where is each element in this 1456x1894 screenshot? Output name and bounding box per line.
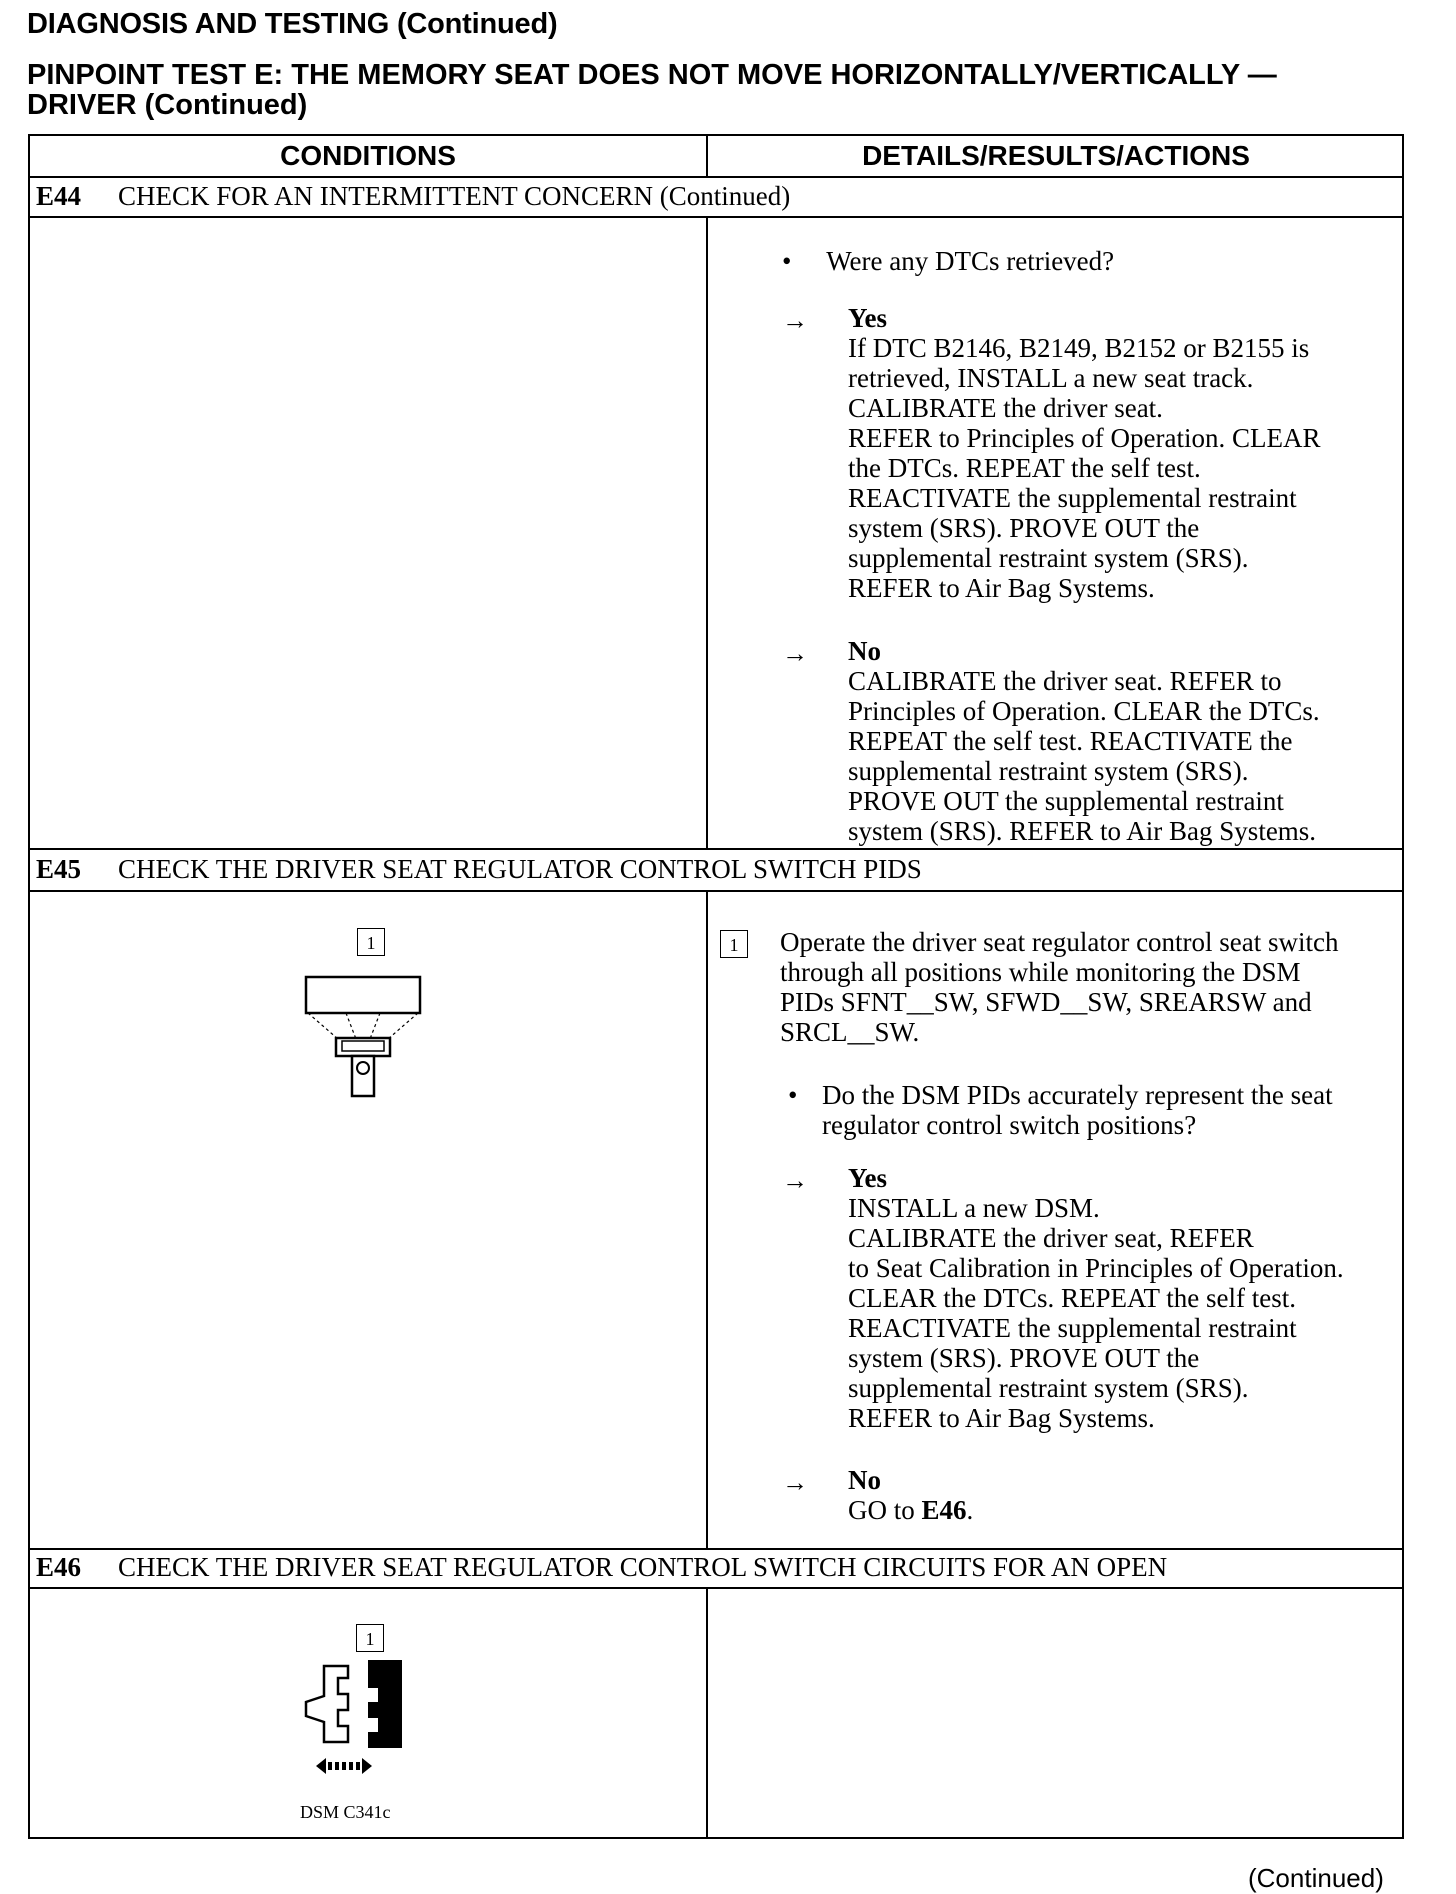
connector-figure [280,1624,480,1834]
figure-callout-1: 1 [356,1624,384,1652]
step-e44-no-result: No CALIBRATE the driver seat. REFER to Principles of Operation. CLEAR the DTCs. REPEAT the self test. REACTIVATE the supplemental restraint system (SRS). PROVE OUT the supplemental restraint system (SRS). REFER to Air Bag Systems. [848,636,1320,846]
test-title-line-1: PINPOINT TEST E: THE MEMORY SEAT DOES NOT MOVE HORIZONTALLY/VERTICALLY — [27,59,1277,91]
arrow-icon: → [782,306,808,335]
arrow-icon: → [782,639,808,668]
step-e45-question: Do the DSM PIDs accurately represent the seat regulator control switch positions? [822,1080,1333,1140]
step-e45-no-result: No GO to E46. [848,1465,974,1525]
step-e45-header [36,854,922,885]
continued-footer: (Continued) [1248,1863,1384,1893]
step-e46-number: E46 [36,1552,82,1582]
no-label: No [848,1465,881,1495]
step-e45-details [708,890,1404,1548]
figure-caption: DSM C341c [300,1802,391,1822]
disconnect-connector-icon [280,1658,480,1808]
step-e44-yes-result: Yes If DTC B2146, B2149, B2152 or B2155 is retrieved, INSTALL a new seat track. CALIBRATE the driver seat. REFER to Principles of Operation. CLEAR the DTCs. REPEAT the self test. REACTIVATE the supplemental restraint system (SRS). PROVE OUT the supplemental restraint system (SRS). REFER to Air Bag Systems. [848,303,1321,603]
step-e45-number: E45 [36,854,82,884]
step-e45-yes-result: Yes INSTALL a new DSM. CALIBRATE the driver seat, REFER to Seat Calibration in Principles of Operation. CLEAR the DTCs. REPEAT the self test. REACTIVATE the supplemental restraint system (SRS). PROVE OUT the supplemental restraint system (SRS). REFER to Air Bag Systems. [848,1163,1344,1433]
page-title: DIAGNOSIS AND TESTING (Continued) [27,8,558,40]
scan-tool-connection-figure [300,928,440,1118]
scan-tool-icon [300,928,440,1118]
pinpoint-test-table [28,134,1404,1839]
bullet-icon: • [782,246,792,276]
arrow-icon: → [782,1468,808,1497]
step-e44-header [36,181,790,212]
step-e44-title: CHECK FOR AN INTERMITTENT CONCERN (Continued) [118,181,791,211]
column-header-conditions: CONDITIONS [280,140,456,171]
figure-callout-1: 1 [357,928,385,956]
test-title-line-2: DRIVER (Continued) [27,89,308,121]
yes-label: Yes [848,1163,887,1193]
bullet-icon: • [788,1080,798,1110]
action-callout-1: 1 [720,930,748,958]
arrow-icon: → [782,1166,808,1195]
step-e45-action: Operate the driver seat regulator control seat switch through all positions while monitoring the DSM PIDs SFNT__SW, SFWD__SW, SREARSW and SRCL__SW. [780,927,1339,1047]
step-e44-details [708,216,1404,848]
column-header-details: DETAILS/RESULTS/ACTIONS [862,140,1250,171]
no-label: No [848,636,881,666]
step-e45-title: CHECK THE DRIVER SEAT REGULATOR CONTROL SWITCH PIDS [118,854,922,884]
step-e46-title: CHECK THE DRIVER SEAT REGULATOR CONTROL SWITCH CIRCUITS FOR AN OPEN [118,1552,1168,1582]
step-reference-e46[interactable]: E46 [921,1495,967,1525]
step-e46-header [36,1552,1167,1583]
step-e44-question: • Were any DTCs retrieved? [782,246,1115,276]
yes-label: Yes [848,303,887,333]
step-e44-number: E44 [36,181,82,211]
pinpoint-test-title [27,60,1407,120]
